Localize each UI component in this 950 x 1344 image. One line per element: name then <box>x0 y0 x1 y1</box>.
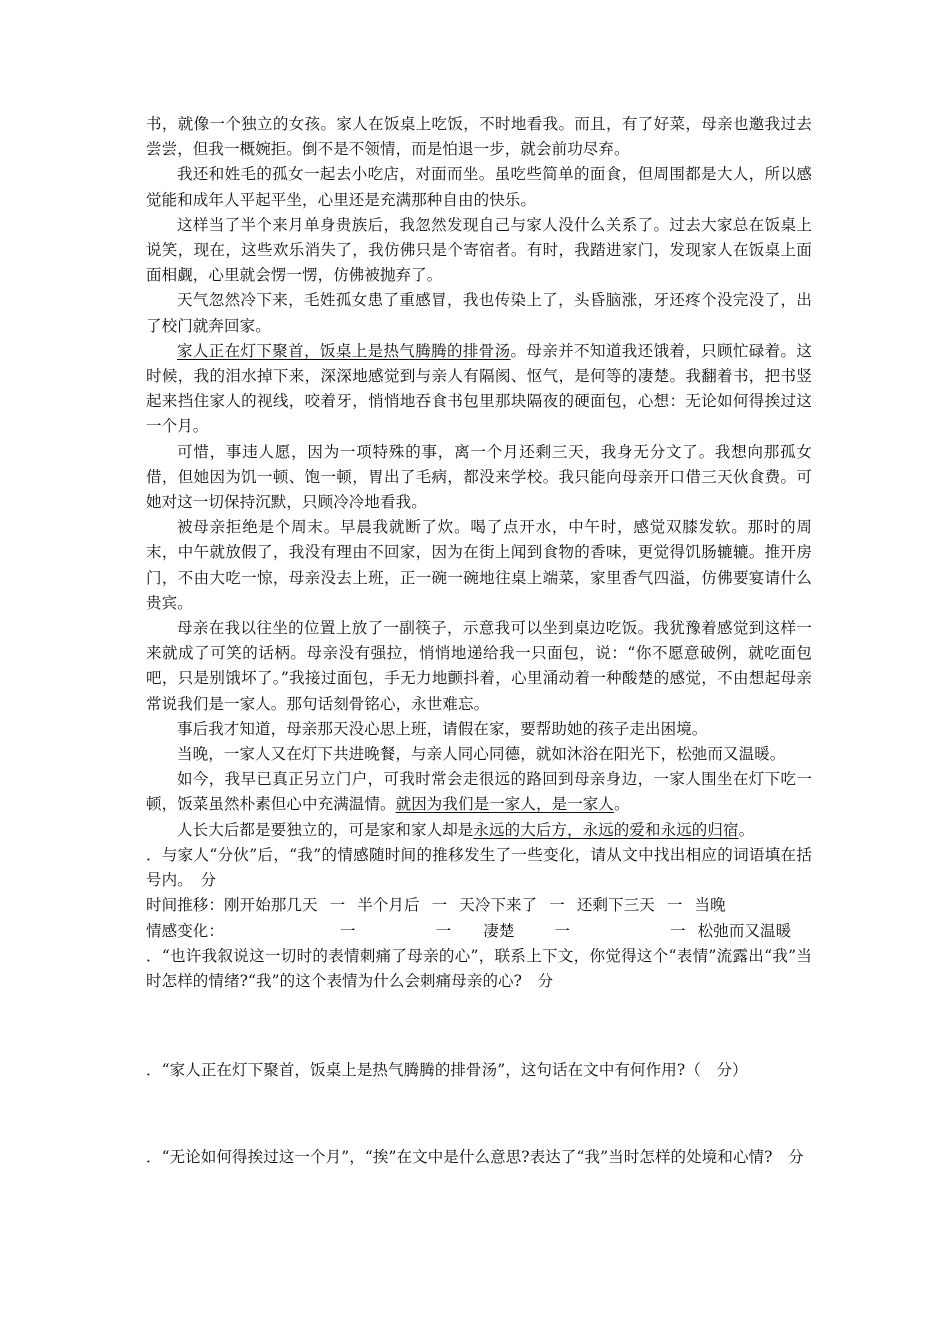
paragraph-2: 我还和姓毛的孤女一起去小吃店，对面而坐。虽吃些简单的面食，但周围都是大人，所以感觉能和成年人平起平坐，心里还是充满那种自由的快乐。 <box>146 165 812 209</box>
paragraph-11-end: 。 <box>614 795 630 814</box>
time-dash: 一 <box>329 896 346 915</box>
time-label: 时间推移： <box>146 896 225 915</box>
underlined-sentence-soup: 家人正在灯下聚首，饭桌上是热气腾腾的排骨汤 <box>177 341 511 360</box>
paragraph-3: 这样当了半个来月单身贵族后，我忽然发现自己与家人没什么关系了。过去大家总在饭桌上说笑，现在，这些欢乐消失了，我仿佛只是个寄宿者。有时，我踏进家门，发现家人在饭桌上面面相觑，心里就会愣一愣，仿佛被抛弃了。 <box>146 215 812 285</box>
underlined-family-phrase: 就因为我们是一家人，是一家人 <box>395 795 615 814</box>
time-item: 半个月后 <box>357 896 420 915</box>
feeling-item: 凄楚 <box>483 921 515 940</box>
underlined-home-phrase: 永远的大后方，永远的爱和永远的归宿 <box>473 820 739 839</box>
paragraph-10: 当晚，一家人又在灯下共进晚餐，与亲人同心同德，就如沐浴在阳光下，松弛而又温暖。 <box>177 745 786 764</box>
feeling-change-row <box>146 919 812 944</box>
feeling-dash: 一 <box>340 921 356 940</box>
question-2: ．“也许我叙说这一切时的表情刺痛了母亲的心”，联系上下文，你觉得这个“表情”流露出“我”当时怎样的情绪?“我”的这个表情为什么会刺痛母亲的心? 分 <box>146 946 812 990</box>
feeling-dash: 一 <box>670 921 686 940</box>
paragraph-6: 可惜，事违人愿，因为一项特殊的事，离一个月还剩三天，我身无分文了。我想向那孤女借，但她因为饥一顿、饱一顿，胃出了毛病，都没来学校。我只能向母亲开口借三天伙食费。可她对这一切保持沉默，只顾冷冷地看我。 <box>146 442 812 512</box>
time-progression-row <box>146 893 812 918</box>
answer-space <box>146 1083 812 1145</box>
time-item: 天冷下来了 <box>459 896 538 915</box>
paragraph-12 <box>146 818 812 843</box>
question-1: ．与家人“分伙”后，“我”的情感随时间的推移发生了一些变化，请从文中找出相应的词语填在括号内。 分 <box>146 845 812 890</box>
time-dash: 一 <box>666 896 683 915</box>
paragraph-11-text: 如今，我早已真正另立门户，可我时常会走很远的路回到母亲身边，一家人围坐在灯下吃一顿，饭菜虽然朴素但心中充满温情。 <box>146 770 812 814</box>
time-item: 还剩下三天 <box>576 896 655 915</box>
feeling-dash: 一 <box>554 921 571 940</box>
paragraph-7: 被母亲拒绝是个周末。早晨我就断了炊。喝了点开水，中午时，感觉双膝发软。那时的周末，中午就放假了，我没有理由不回家，因为在街上闻到食物的香味，更觉得饥肠辘辘。推开房门，不由大吃一惊，母亲没去上班，正一碗一碗地往桌上端菜，家里香气四溢，仿佛要宴请什么贵宾。 <box>146 518 812 612</box>
question-4: ．“无论如何得挨过这一个月”，“挨”在文中是什么意思?表达了“我”当时怎样的处境和心情? 分 <box>146 1148 804 1167</box>
paragraph-12-end: 。 <box>738 820 755 839</box>
time-item: 刚开始那几天 <box>224 896 318 915</box>
paragraph-5 <box>146 339 812 440</box>
answer-space <box>146 994 812 1058</box>
paragraph-1: 书，就像一个独立的女孩。家人在饭桌上吃饭，不时地看我。而且，有了好菜，母亲也邀我过去尝尝，但我一概婉拒。倒不是不领情，而是怕退一步，就会前功尽弃。 <box>146 115 812 159</box>
time-dash: 一 <box>431 896 448 915</box>
paragraph-11 <box>146 767 812 817</box>
question-3: ．“家人正在灯下聚首，饭桌上是热气腾腾的排骨汤”，这句话在文中有何作用?（ 分） <box>146 1061 748 1080</box>
feeling-label: 情感变化： <box>146 921 225 940</box>
paragraph-9: 事后我才知道，母亲那天没心思上班，请假在家，要帮助她的孩子走出困境。 <box>177 719 708 738</box>
paragraph-12-text: 人长大后都是要独立的，可是家和家人却是 <box>177 820 474 839</box>
paragraph-4: 天气忽然冷下来，毛姓孤女患了重感冒，我也传染上了，头昏脑涨，牙还疼个没完没了，出了校门就奔回家。 <box>146 291 812 335</box>
feeling-dash: 一 <box>435 921 452 940</box>
feeling-item: 松弛而又温暖 <box>697 921 792 940</box>
paragraph-8: 母亲在我以往坐的位置上放了一副筷子，示意我可以坐到桌边吃饭。我犹豫着感觉到这样一来就成了可笑的话柄。母亲没有强拉，悄悄地递给我一只面包，说：“你不愿意破例，就吃面包吧，只是别饿坏了。”我接过面包，手无力地颤抖着，心里涌动着一种酸楚的感觉，不由想起母亲常说我们是一家人。那句话刻骨铭心，永世难忘。 <box>146 619 812 713</box>
time-item: 当晚 <box>694 896 726 915</box>
paragraph-5-rest: 。母亲并不知道我还饿着，只顾忙碌着。这时候，我的泪水掉下来，深深地感觉到与亲人有隔阂、怄气，是何等的凄楚。我翻着书，把书竖起来挡住家人的视线，咬着牙，悄悄地吞食书包里那块隔夜的硬面包，心想：无论如何得挨过这一个月。 <box>146 341 813 436</box>
document-body <box>146 112 812 1171</box>
time-dash: 一 <box>549 896 565 915</box>
